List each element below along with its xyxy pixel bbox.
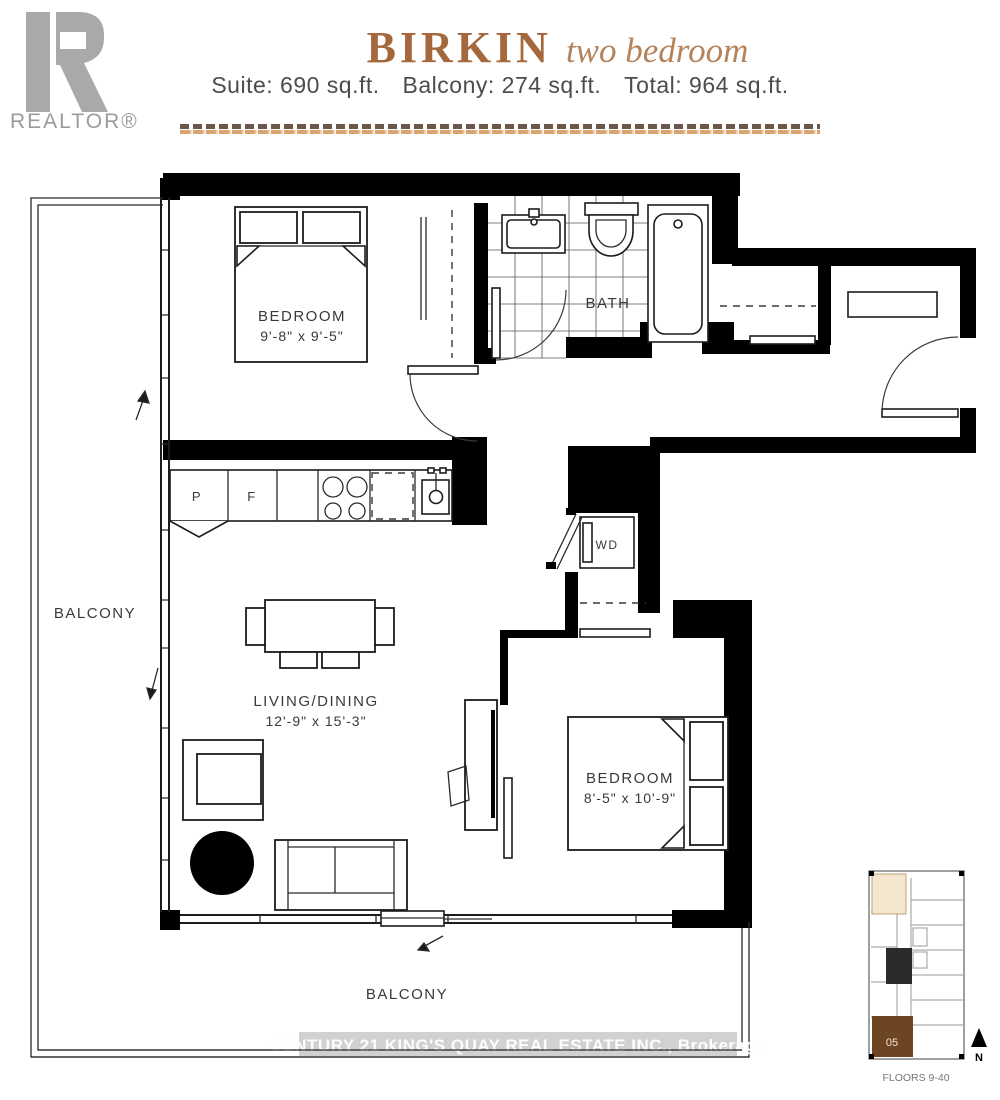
sink-faucet-icon xyxy=(529,209,539,217)
fridge-label: F xyxy=(247,489,257,504)
tub-faucet-icon xyxy=(674,220,682,228)
keyplan-unit-number: 05 xyxy=(885,1037,899,1049)
balcony-area: Balcony: 274 sq.ft. xyxy=(402,72,602,98)
toilet-tank xyxy=(585,203,638,215)
bedroom1-label: BEDROOM xyxy=(257,308,347,325)
keyplan xyxy=(869,871,987,1084)
dining-table xyxy=(265,600,375,652)
keyplan-core xyxy=(886,948,912,984)
plan-name: BIRKIN xyxy=(366,23,552,72)
living-label: LIVING/DINING xyxy=(253,693,379,710)
living-dims: 12'-9" x 15'-3" xyxy=(265,713,367,729)
bed1-pillow-right xyxy=(303,212,360,243)
coat-closet-shelf xyxy=(750,336,815,344)
pantry-door xyxy=(170,521,228,537)
kitchen-counter xyxy=(170,470,452,521)
bedroom2-dims: 8'-5" x 10'-9" xyxy=(583,790,677,806)
bath-fixtures xyxy=(502,203,708,342)
laundry-closet xyxy=(546,508,646,603)
plan-type: two bedroom xyxy=(565,31,749,70)
bed1-pillow-left xyxy=(240,212,297,243)
kitchen-faucet-icon xyxy=(430,491,443,504)
kitchen xyxy=(170,468,452,537)
realtor-wordmark: REALTOR® xyxy=(10,110,139,133)
dining-chair xyxy=(280,652,317,668)
bed2-pillow-top xyxy=(690,722,723,780)
bedroom2-label: BEDROOM xyxy=(585,770,675,787)
closet1-sliding-door xyxy=(421,217,426,320)
total-area: Total: 964 sq.ft. xyxy=(624,72,789,98)
watermark-text: CENTURY 21 KING'S QUAY REAL ESTATE INC., Brokerage xyxy=(269,1036,767,1055)
north-arrow-icon xyxy=(971,1028,987,1047)
entry-area xyxy=(720,292,958,417)
wd-label: WD xyxy=(595,538,619,552)
closet2-sliding-panel xyxy=(580,629,650,637)
balcony-bottom-label: BALCONY xyxy=(365,986,449,1003)
entry-door-leaf xyxy=(882,409,958,417)
bedroom1-door xyxy=(408,366,478,441)
keyplan-unit-highlight-alt xyxy=(872,874,906,914)
north-label: N xyxy=(975,1052,983,1064)
bath-label: BATH xyxy=(585,295,631,312)
balcony-left-label: BALCONY xyxy=(53,605,137,622)
bedroom1-dims: 9'-8" x 9'-5" xyxy=(260,328,344,344)
bath-door xyxy=(492,288,566,360)
entry-shelf xyxy=(848,292,937,317)
suite-area: Suite: 690 sq.ft. xyxy=(211,72,380,98)
sofa xyxy=(275,840,407,910)
dining-chair xyxy=(246,608,265,645)
bedroom2-sliding-panel xyxy=(504,778,512,858)
tv-icon xyxy=(491,710,495,818)
round-table xyxy=(190,831,254,895)
dining-chair xyxy=(322,652,359,668)
pantry-label: P xyxy=(191,489,203,504)
keyplan-floors-label: FLOORS 9-40 xyxy=(882,1072,950,1084)
bed2-pillow-bottom xyxy=(690,787,723,845)
wd-door xyxy=(551,514,582,569)
brokerage-watermark xyxy=(270,1032,767,1057)
dining-chair xyxy=(375,608,394,645)
